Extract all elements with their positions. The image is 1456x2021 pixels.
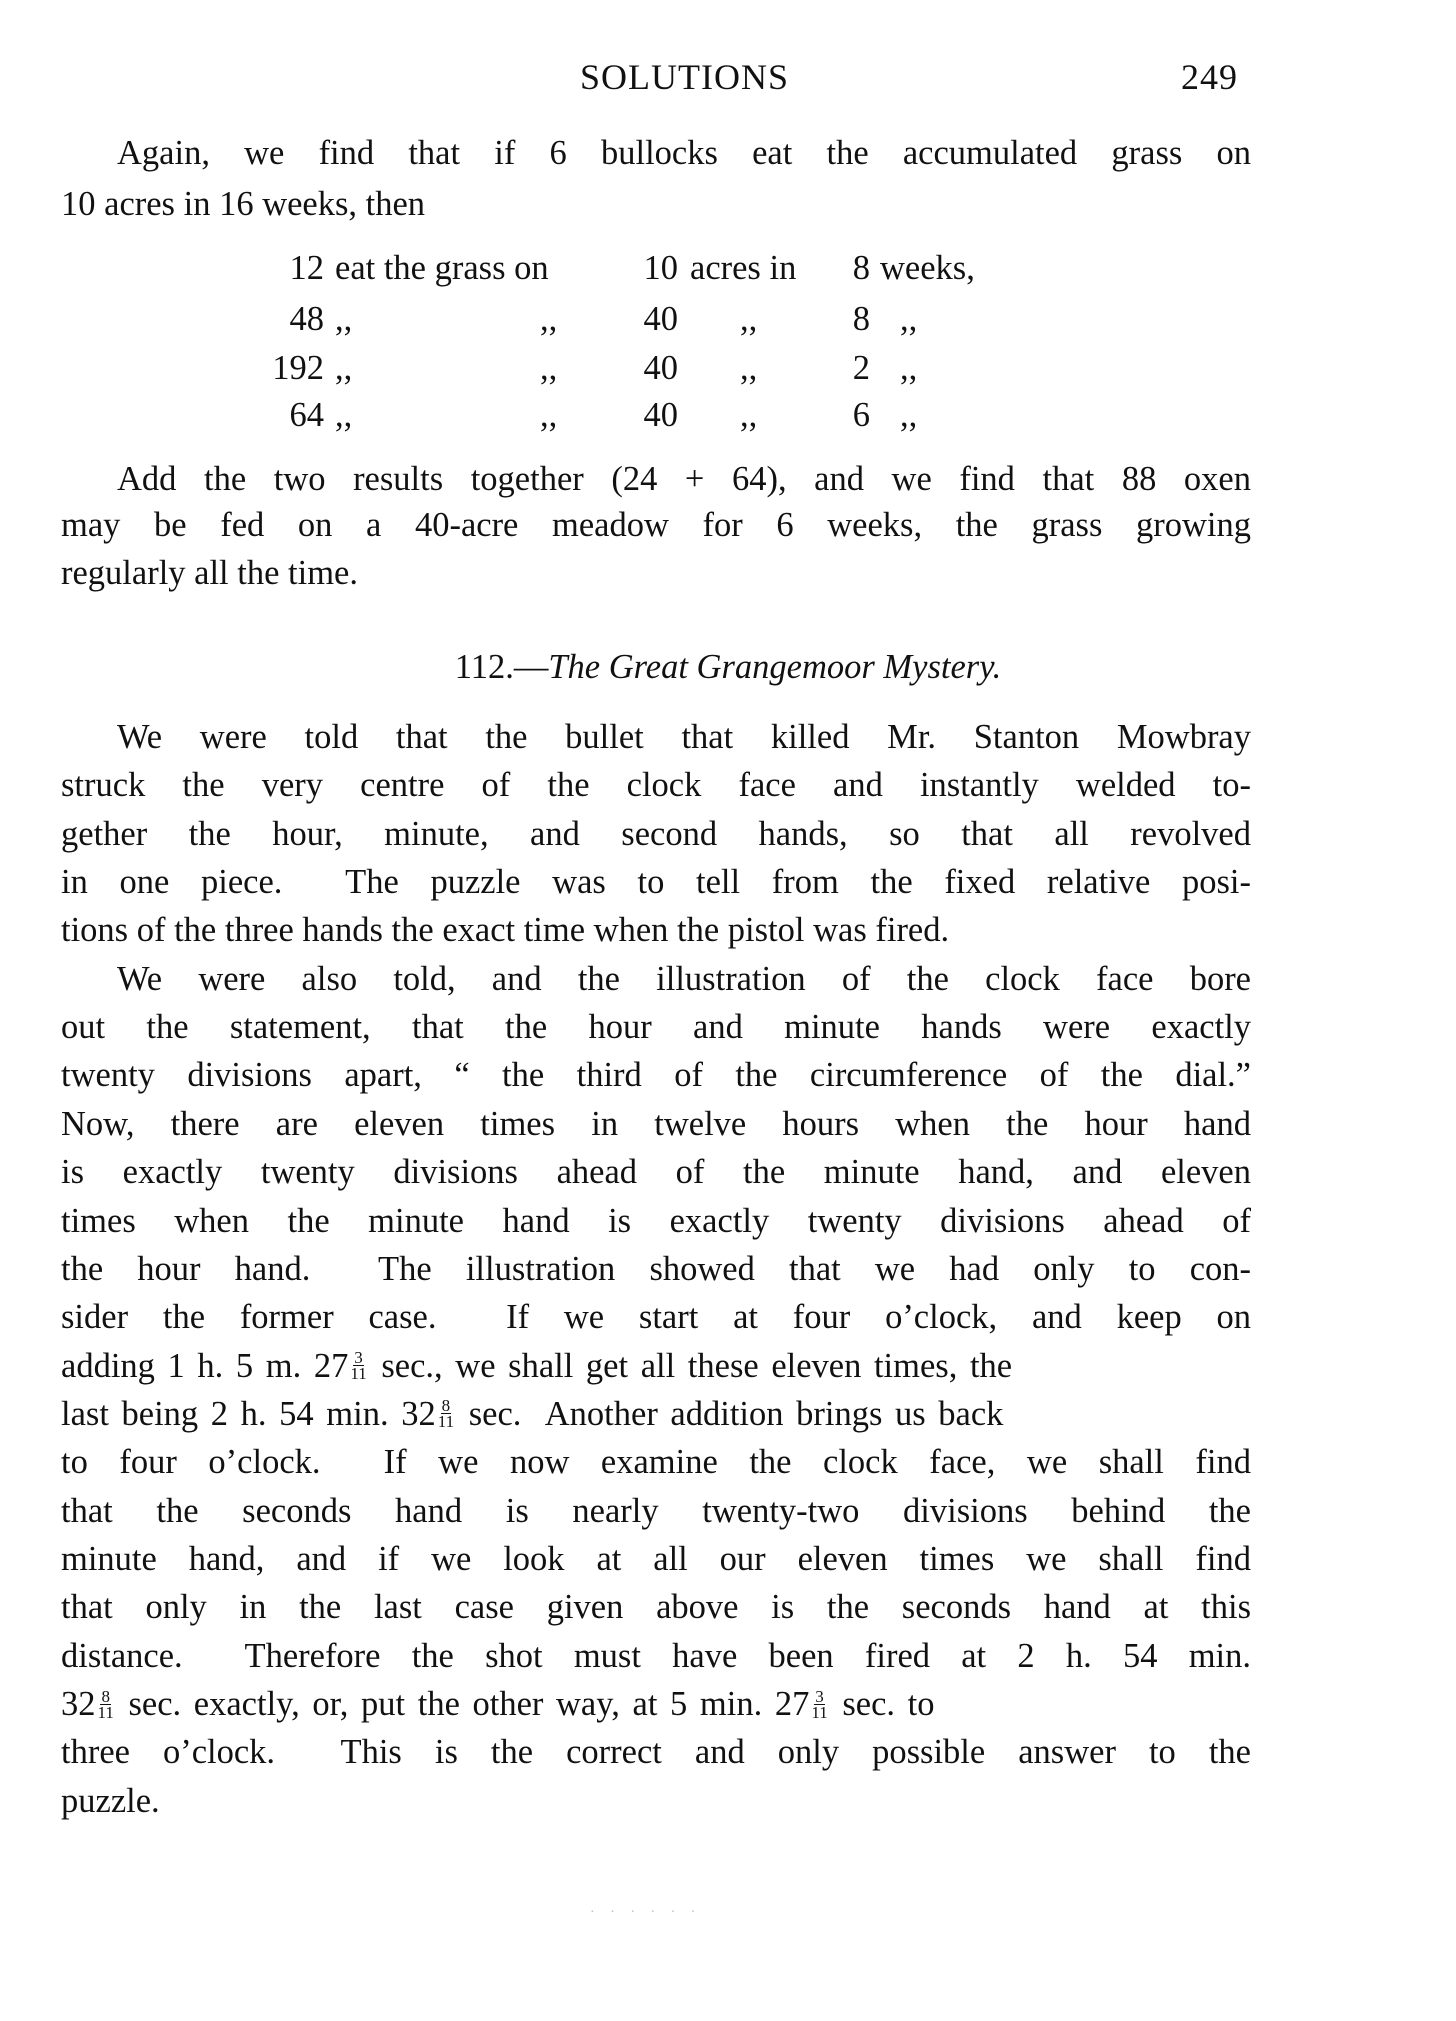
table-cell-weeks: 2 — [852, 349, 870, 387]
text-segment: minute hand, and if we look at all our eleven times we shall find — [61, 1539, 1251, 1578]
text-segment: twenty divisions apart, “ the third of the circumference of the dial.” — [61, 1056, 1251, 1095]
text-line — [61, 1003, 1251, 1051]
text-segment: sec. exactly, or, put the other way, at 5 min. 27 — [115, 1685, 810, 1723]
table-cell-c1: eat the grass on — [335, 249, 549, 287]
table-row — [0, 295, 1456, 343]
text-line — [61, 761, 1251, 809]
table-cell-acres: 40 — [643, 396, 678, 434]
table-cell-c3: acres in — [690, 249, 797, 287]
table-cell-count: 64 — [289, 396, 324, 434]
text-line — [61, 1487, 1251, 1535]
table-cell-count: 12 — [289, 249, 324, 287]
text-segment: is exactly twenty divisions ahead of the minute hand, and eleven — [61, 1153, 1251, 1192]
text-line: may be fed on a 40-acre meadow for 6 weeks, the grass growing — [61, 506, 1251, 544]
text-line — [61, 1197, 1251, 1245]
fraction-denominator: 11 — [437, 1412, 455, 1432]
table-cell-count: 48 — [289, 300, 324, 338]
text-segment: Now, there are eleven times in twelve hours when the hour hand — [61, 1104, 1251, 1143]
text-segment: puzzle. — [61, 1781, 160, 1820]
fraction-denominator: 11 — [97, 1702, 114, 1722]
text-segment: 32 — [61, 1685, 96, 1723]
table-row — [0, 344, 1456, 392]
scan-speckles: · · · · · · — [590, 1905, 702, 1920]
section-number: 112.— — [454, 648, 549, 686]
text-line — [61, 1245, 1251, 1293]
fraction-numerator: 3 — [354, 1348, 363, 1368]
table-cell-c2: ,, — [540, 396, 558, 434]
table-cell-c2: ,, — [540, 349, 558, 387]
text-segment: last being 2 h. 54 min. 32 — [61, 1394, 436, 1433]
text-segment: sec., we shall get all these eleven times, the — [368, 1346, 1013, 1385]
table-cell-c3: ,, — [740, 300, 758, 338]
fraction-denominator: 11 — [350, 1364, 367, 1384]
text-segment: that only in the last case given above is the seconds hand at this — [61, 1588, 1251, 1627]
running-header-title: SOLUTIONS — [580, 57, 790, 97]
fraction-denominator: 11 — [811, 1702, 828, 1722]
text-segment: distance. Therefore the shot must have been fired at 2 h. 54 min. — [61, 1636, 1251, 1675]
table-row — [0, 244, 1456, 292]
text-line — [61, 1293, 1251, 1341]
text-line — [61, 1342, 1251, 1390]
text-line — [61, 1051, 1251, 1099]
table-cell-acres: 40 — [643, 349, 678, 387]
text-line — [61, 1777, 1251, 1825]
text-segment: adding 1 h. 5 m. 27 — [61, 1346, 349, 1385]
table-cell-acres: 40 — [643, 300, 678, 338]
fraction-numerator: 8 — [441, 1396, 451, 1416]
text-line — [117, 955, 1251, 1003]
fraction-numerator: 8 — [101, 1686, 110, 1706]
text-line — [61, 1680, 1251, 1728]
table-cell-c1: ,, — [335, 300, 353, 338]
text-segment: that the seconds hand is nearly twenty-two divisions behind the — [61, 1491, 1251, 1530]
table-cell-c2: ,, — [540, 300, 558, 338]
text-segment: the hour hand. The illustration showed that we had only to con- — [61, 1249, 1251, 1288]
text-line — [61, 1100, 1251, 1148]
text-segment: sider the former case. If we start at four o’clock, and keep on — [61, 1298, 1251, 1337]
table-cell-weeks: 8 — [852, 249, 870, 287]
text-line: Add the two results together (24 + 64), and we find that 88 oxen — [117, 460, 1251, 498]
table-cell-c4: weeks, — [880, 249, 975, 287]
table-cell-c1: ,, — [335, 396, 353, 434]
table-cell-c4: ,, — [900, 349, 918, 387]
text-line — [61, 1583, 1251, 1631]
page-number: 249 — [1181, 57, 1238, 97]
text-segment: We were also told, and the illustration of the clock face bore — [117, 959, 1251, 998]
text-segment: gether the hour, minute, and second hands, so that all revolved — [61, 814, 1251, 853]
text-segment: We were told that the bullet that killed Mr. Stanton Mowbray — [117, 718, 1251, 756]
text-segment: sec. Another addition brings us back — [456, 1394, 1004, 1433]
text-line — [61, 1390, 1251, 1438]
section-heading — [0, 643, 1456, 691]
table-row — [0, 391, 1456, 439]
text-line — [61, 1535, 1251, 1583]
text-segment: tions of the three hands the exact time when the pistol was fired. — [61, 911, 950, 950]
text-segment: struck the very centre of the clock face and instantly welded to- — [61, 766, 1251, 805]
text-segment: out the statement, that the hour and minute hands were exactly — [61, 1008, 1251, 1047]
text-line — [61, 1728, 1251, 1776]
text-line — [61, 810, 1251, 858]
text-line — [61, 858, 1251, 906]
text-line — [117, 713, 1251, 761]
fraction — [437, 1396, 455, 1432]
table-cell-c3: ,, — [740, 396, 758, 434]
table-cell-c3: ,, — [740, 349, 758, 387]
text-line: Again, we find that if 6 bullocks eat the accumulated grass on — [117, 134, 1251, 172]
table-cell-weeks: 8 — [852, 300, 870, 338]
text-line — [61, 1148, 1251, 1196]
text-segment: in one piece. The puzzle was to tell from the fixed relative posi- — [61, 863, 1251, 902]
text-segment: sec. to — [829, 1685, 935, 1723]
text-line: regularly all the time. — [61, 554, 358, 592]
fraction-numerator: 3 — [815, 1686, 824, 1706]
table-cell-c1: ,, — [335, 349, 353, 387]
table-cell-c4: ,, — [900, 300, 918, 338]
text-segment: times when the minute hand is exactly twenty divisions ahead of — [61, 1201, 1251, 1240]
table-cell-weeks: 6 — [852, 396, 870, 434]
table-cell-c4: ,, — [900, 396, 918, 434]
text-line — [61, 1632, 1251, 1680]
text-segment: three o’clock. This is the correct and only possible answer to the — [61, 1733, 1251, 1772]
text-line — [61, 906, 1251, 954]
text-line — [61, 1438, 1251, 1486]
fraction — [97, 1686, 114, 1722]
fraction — [350, 1348, 367, 1384]
text-line: 10 acres in 16 weeks, then — [61, 185, 426, 223]
text-segment: to four o’clock. If we now examine the clock face, we shall find — [61, 1443, 1251, 1482]
table-cell-acres: 10 — [643, 249, 678, 287]
section-title: The Great Grangemoor Mystery. — [548, 648, 1002, 686]
fraction — [811, 1686, 828, 1722]
table-cell-count: 192 — [272, 349, 324, 387]
